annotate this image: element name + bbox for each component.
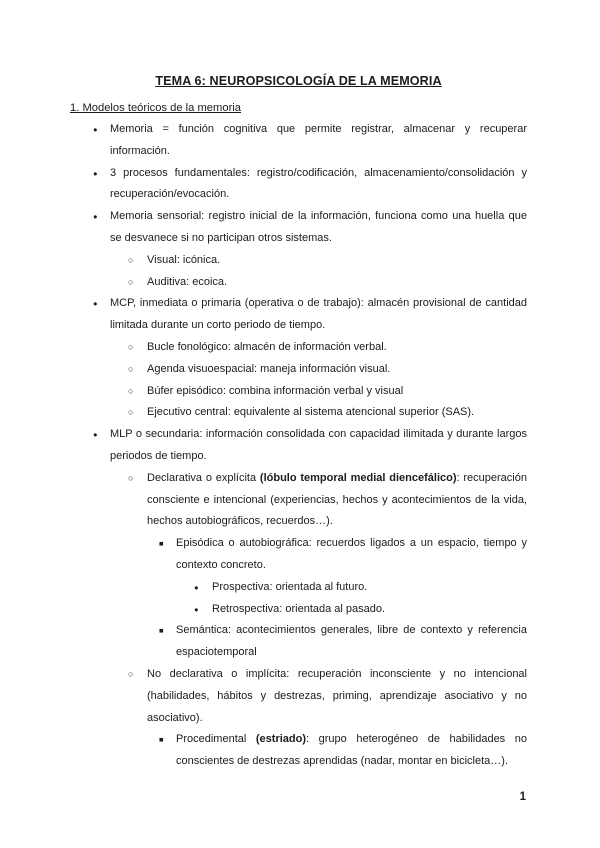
list-item [70, 163, 527, 207]
section-heading: 1. Modelos teóricos de la memoria [70, 102, 241, 114]
list-item-text: Auditiva: ecoica. [147, 275, 228, 288]
page-title: TEMA 6: NEUROPSICOLOGÍA DE LA MEMORIA [155, 74, 442, 88]
bullet-marker-icon: ○ [128, 276, 134, 287]
bullet-marker-icon: ■ [159, 539, 164, 549]
list-item-text: Episódica o autobiográfica: recuerdos ligados a un espacio, tiempo y contexto concreto. [176, 537, 527, 571]
list-item-text: Búfer episódico: combina información verbal y visual [147, 384, 404, 397]
list-item [70, 424, 527, 468]
list-item [70, 620, 527, 664]
bullet-list [70, 119, 527, 773]
list-item-text: Procedimental (estriado): grupo heterogéneo de habilidades no conscientes de destrezas aprendidas (nadar, montar en bicicleta…). [176, 733, 527, 768]
bullet-marker-icon: ○ [128, 668, 134, 679]
list-item-text: Memoria = función cognitiva que permite registrar, almacenar y recuperar información. [110, 123, 527, 157]
bullet-marker-icon: ■ [159, 626, 164, 636]
list-item-text: Retrospectiva: orientada al pasado. [212, 602, 386, 615]
bullet-marker-icon: ● [194, 582, 199, 592]
list-item-text: Ejecutivo central: equivalente al sistema atencional superior (SAS). [147, 406, 475, 419]
list-item [70, 468, 527, 533]
bullet-marker-icon: ● [93, 430, 98, 440]
list-item-text: Semántica: acontecimientos generales, libre de contexto y referencia espaciotemporal [176, 624, 527, 659]
list-item [70, 402, 527, 424]
bullet-marker-icon: ● [93, 168, 98, 178]
list-item [70, 664, 527, 729]
page-number: 1 [519, 791, 526, 803]
list-item-text: 3 procesos fundamentales: registro/codificación, almacenamiento/consolidación y recuperación/evocación. [110, 166, 527, 201]
list-item-text: No declarativa o implícita: recuperación inconsciente y no intencional (habilidades, hábitos y destrezas, priming, aprendizaje asociativo y no asociativo). [147, 667, 527, 724]
bullet-marker-icon: ● [93, 299, 98, 309]
bullet-marker-icon: ○ [128, 407, 134, 418]
list-item [70, 577, 527, 599]
list-item-text: Memoria sensorial: registro inicial de la información, funciona como una huella que se desvanece si no participan otros sistemas. [110, 210, 527, 244]
list-item-text: Visual: icónica. [147, 253, 221, 266]
list-item [70, 119, 527, 163]
list-item-text: MLP o secundaria: información consolidada con capacidad ilimitada y durante largos periodos de tiempo. [110, 428, 527, 462]
list-item-text: Declarativa o explícita (lóbulo temporal medial diencefálico): recuperación consciente e intencional (experiencias, hechos y acontecimientos de la vida, hechos autobiográficos, recuerdos…). [147, 471, 527, 528]
bullet-marker-icon: ■ [159, 735, 164, 745]
list-item [70, 359, 527, 381]
bullet-marker-icon: ○ [128, 363, 134, 374]
list-item [70, 729, 527, 773]
bullet-marker-icon: ○ [128, 472, 134, 483]
list-item-text: MCP, inmediata o primaria (operativa o de trabajo): almacén provisional de cantidad limitada durante un corto periodo de tiempo. [110, 297, 527, 332]
list-item-text: Bucle fonológico: almacén de información verbal. [147, 340, 387, 353]
bullet-marker-icon: ● [93, 212, 98, 222]
bullet-marker-icon: ○ [128, 385, 134, 396]
list-item-text: Prospectiva: orientada al futuro. [212, 580, 368, 593]
list-item [70, 337, 527, 359]
bullet-marker-icon: ● [93, 125, 98, 134]
list-item [70, 293, 527, 337]
bullet-marker-icon: ○ [128, 254, 134, 265]
list-item [70, 381, 527, 403]
bullet-marker-icon: ○ [128, 341, 134, 352]
list-item [70, 272, 527, 294]
list-item [70, 206, 527, 250]
list-item [70, 533, 527, 577]
list-item [70, 250, 527, 272]
bullet-marker-icon: ● [194, 604, 199, 614]
list-item [70, 599, 527, 621]
list-item-text: Agenda visuoespacial: maneja información visual. [147, 362, 391, 375]
